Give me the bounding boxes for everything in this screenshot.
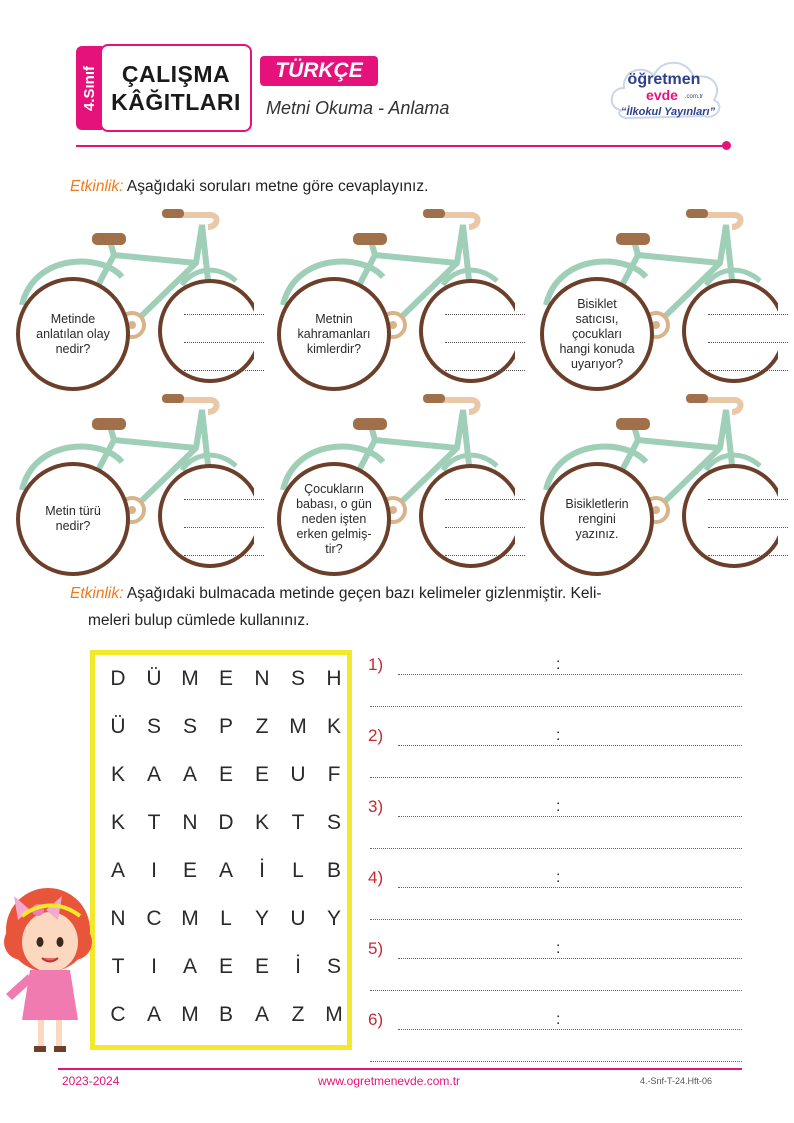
bike-question-line: kahramanları <box>297 326 371 341</box>
answer-word-line[interactable] <box>398 815 742 817</box>
grid-letter: M <box>181 907 199 930</box>
grid-letter: A <box>254 1003 269 1026</box>
answer-word-line[interactable] <box>398 744 742 746</box>
title-line-1: ÇALIŞMA <box>121 61 231 87</box>
bike-question-line: Çocukların <box>304 481 364 496</box>
grid-letter: İ <box>295 955 301 978</box>
header-divider-dot <box>722 141 731 150</box>
title-line-2: KÂĞITLARI <box>111 89 241 115</box>
title-box <box>100 44 252 132</box>
grid-letter: T <box>147 811 161 834</box>
logo-domain: .com.tr <box>684 94 704 100</box>
grade-tab <box>76 46 102 130</box>
grid-letter: D <box>218 811 234 834</box>
bike-answer-lines[interactable] <box>445 287 525 371</box>
answer-number: 4) <box>368 868 384 887</box>
bike-question-line: Bisikletlerin <box>565 496 629 511</box>
footer-year: 2023-2024 <box>62 1074 120 1088</box>
answer-colon: : <box>556 727 561 744</box>
bike-question-line: rengini <box>578 511 616 526</box>
answer-word-line[interactable] <box>398 1028 742 1030</box>
grid-letter: S <box>326 955 341 978</box>
answer-sentence-line[interactable] <box>370 918 742 920</box>
answer-number: 5) <box>368 939 384 958</box>
activity2-text-line1: Aşağıdaki bulmacada metinde geçen bazı kelimeler gizlenmiştir. Keli- <box>126 585 602 602</box>
logo-slogan: “İlkokul Yayınları” <box>620 106 716 118</box>
bike-question-line: hangi konuda <box>559 341 635 356</box>
grid-letter: E <box>254 763 269 786</box>
answer-sentence-line[interactable] <box>370 1060 742 1062</box>
grid-letter: M <box>181 1003 199 1026</box>
grid-letter: E <box>218 667 233 690</box>
bike-question-line: Bisiklet <box>577 296 617 311</box>
grid-letter: C <box>146 907 162 930</box>
grid-letter: N <box>254 667 270 690</box>
grid-letter: U <box>290 763 306 786</box>
bike-answer-lines[interactable] <box>184 287 264 371</box>
grid-letter: L <box>220 907 232 930</box>
grid-letter: M <box>181 667 199 690</box>
footer-website[interactable]: www.ogretmenevde.com.tr <box>318 1074 461 1088</box>
answer-colon: : <box>556 869 561 886</box>
bike-question-line: kimlerdir? <box>306 341 362 356</box>
activity1-text: Aşağıdaki soruları metne göre cevaplayınız. <box>126 178 429 195</box>
answer-number: 6) <box>368 1010 384 1029</box>
bike-answer-lines[interactable] <box>708 287 788 371</box>
grid-letter: U <box>290 907 306 930</box>
grid-letter: F <box>327 763 341 786</box>
grid-letter: Y <box>326 907 341 930</box>
grid-letter: A <box>146 763 161 786</box>
grid-letter: İ <box>259 859 265 882</box>
bike-question-line: Metin türü <box>45 504 101 518</box>
grid-letter: Ü <box>146 667 162 690</box>
bike-answer-lines[interactable] <box>445 472 525 556</box>
answer-word-line[interactable] <box>398 673 742 675</box>
grid-letter: L <box>292 859 304 882</box>
grid-letter: A <box>182 955 197 978</box>
logo-text-bottom: evde <box>646 87 678 103</box>
activity2-text-line2: meleri bulup cümlede kullanınız. <box>88 612 310 629</box>
bike-question-line: yazınız. <box>575 526 619 541</box>
grid-letter: B <box>326 859 341 882</box>
grid-letter: N <box>182 811 198 834</box>
grid-letter: Z <box>255 715 269 738</box>
grid-letter: I <box>151 955 157 978</box>
grid-letter: T <box>111 955 125 978</box>
bike-question-line: babası, o gün <box>296 496 372 511</box>
footer-code: 4.-Snf-T-24.Hft-06 <box>640 1076 713 1086</box>
bike-question-line: çocukları <box>571 326 622 341</box>
grid-letter: A <box>182 763 197 786</box>
logo-text-top: öğretmen <box>627 71 701 88</box>
header-divider <box>76 145 726 147</box>
answer-colon: : <box>556 940 561 957</box>
grid-letter: H <box>326 667 342 690</box>
bike-question <box>540 277 654 391</box>
grid-letter: Ü <box>110 715 126 738</box>
grid-letter: E <box>218 763 233 786</box>
bike-question <box>540 462 654 576</box>
bike-question-line: nedir? <box>55 519 91 533</box>
grid-letter: M <box>289 715 307 738</box>
bike-question-line: uyarıyor? <box>570 356 624 371</box>
bike-question <box>16 462 130 576</box>
answer-sentence-line[interactable] <box>370 776 742 778</box>
grid-letter: E <box>218 955 233 978</box>
grid-letter: B <box>218 1003 233 1026</box>
grid-letter: D <box>110 667 126 690</box>
answer-word-line[interactable] <box>398 957 742 959</box>
grid-letter: T <box>291 811 305 834</box>
answer-colon: : <box>556 656 561 673</box>
activity1-label: Etkinlik: <box>70 178 124 195</box>
grid-letter: E <box>182 859 197 882</box>
grid-letter: K <box>254 811 269 834</box>
bike-question <box>277 277 391 391</box>
grid-letter: S <box>290 667 305 690</box>
grid-letter: A <box>218 859 233 882</box>
activity2-instruction <box>70 580 730 634</box>
answer-sentence-line[interactable] <box>370 705 742 707</box>
grid-letter: M <box>325 1003 343 1026</box>
grid-letter: A <box>110 859 125 882</box>
bike-question-line: Metinde <box>50 311 96 326</box>
answer-colon: : <box>556 1011 561 1028</box>
answer-sentence-line[interactable] <box>370 989 742 991</box>
bike-question-line: nedir? <box>55 341 91 356</box>
bike-question <box>16 277 130 391</box>
activity1-instruction <box>70 173 428 200</box>
grid-letter: I <box>151 859 157 882</box>
answer-sentence-line[interactable] <box>370 847 742 849</box>
bike-question-line: neden işten <box>301 511 367 526</box>
answer-number: 1) <box>368 655 384 674</box>
bike-question <box>277 462 391 576</box>
grid-letter: K <box>110 811 125 834</box>
bike-question-line: anlatılan olay <box>36 326 110 341</box>
answer-number: 2) <box>368 726 384 745</box>
grid-letter: S <box>326 811 341 834</box>
grid-letter: K <box>326 715 341 738</box>
answer-number: 3) <box>368 797 384 816</box>
word-search-grid <box>90 650 352 1050</box>
bike-question-line: erken gelmiş- <box>296 526 372 541</box>
grade-label: 4.Sınıf <box>80 65 98 111</box>
footer-divider <box>58 1068 742 1070</box>
grid-letter: E <box>254 955 269 978</box>
grid-letter: A <box>146 1003 161 1026</box>
grid-letter: C <box>110 1003 126 1026</box>
grid-letter: S <box>146 715 161 738</box>
grid-letter: Z <box>291 1003 305 1026</box>
grid-letter: P <box>218 715 233 738</box>
answer-word-line[interactable] <box>398 886 742 888</box>
girl-illustration-icon <box>0 870 100 1060</box>
topic-title: Metni Okuma - Anlama <box>266 98 450 118</box>
grid-letter: N <box>110 907 126 930</box>
bike-question-line: tir? <box>325 541 343 556</box>
bike-question-line: satıcısı, <box>575 311 619 326</box>
grid-letter: Y <box>254 907 269 930</box>
bike-question-line: Metnin <box>315 311 353 326</box>
activity2-label: Etkinlik: <box>70 585 124 602</box>
cloud-logo-icon <box>604 40 728 132</box>
subject-badge: TÜRKÇE <box>260 56 378 86</box>
grid-letter: K <box>110 763 125 786</box>
answer-colon: : <box>556 798 561 815</box>
grid-letter: S <box>182 715 197 738</box>
bike-answer-lines[interactable] <box>184 472 264 556</box>
bike-answer-lines[interactable] <box>708 472 788 556</box>
